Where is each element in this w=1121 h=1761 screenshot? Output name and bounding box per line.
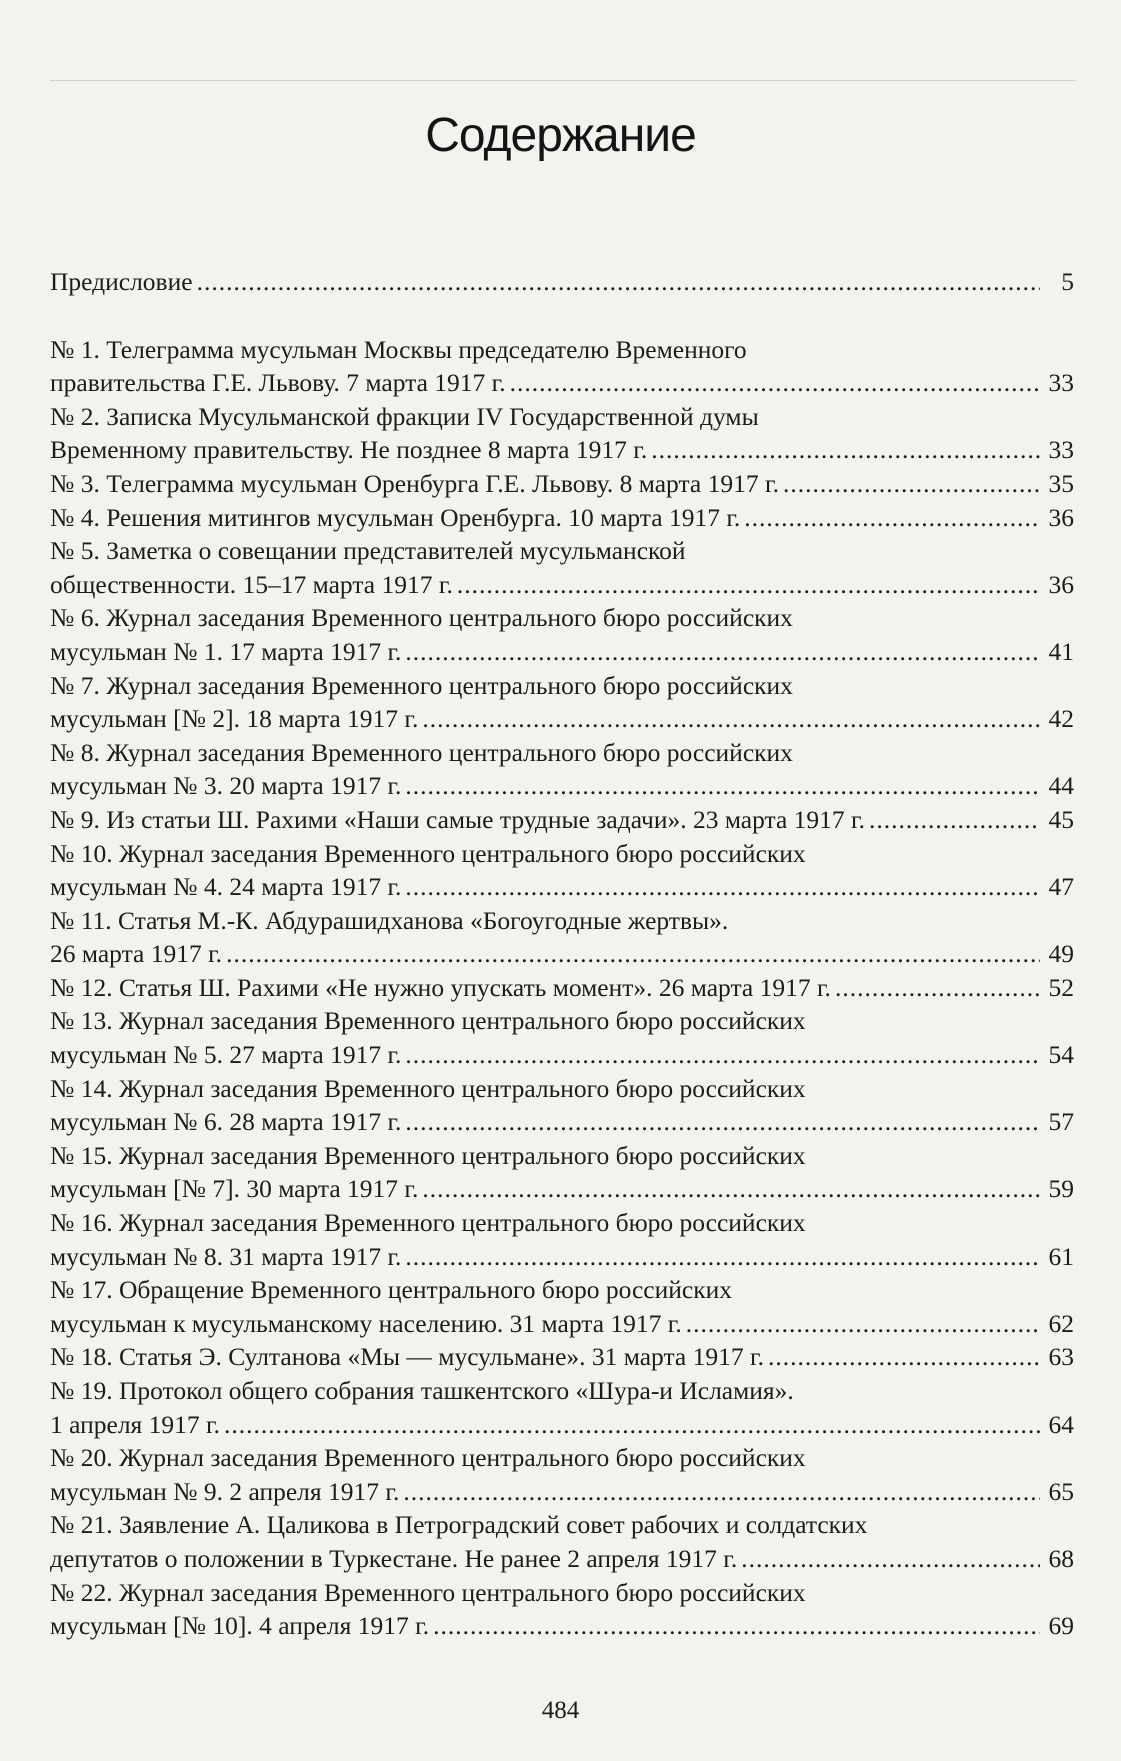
toc-entry-page: 42 bbox=[1048, 704, 1074, 734]
dot-leader bbox=[651, 433, 1040, 467]
toc-entry bbox=[50, 803, 1074, 837]
toc-entry-page: 49 bbox=[1048, 939, 1074, 969]
dot-leader bbox=[405, 769, 1040, 803]
bleed-through-rule bbox=[50, 80, 1076, 81]
toc-entry-text: 1 апреля 1917 г. bbox=[50, 1409, 220, 1439]
dot-leader bbox=[405, 635, 1040, 669]
toc-entry-page: 63 bbox=[1048, 1342, 1074, 1372]
dot-leader bbox=[783, 467, 1040, 501]
toc-entry-page: 61 bbox=[1048, 1241, 1074, 1271]
dot-leader bbox=[457, 568, 1040, 602]
dot-leader bbox=[686, 1307, 1040, 1341]
toc-entry bbox=[50, 534, 1074, 601]
toc-entry-text: правительства Г.Е. Львову. 7 марта 1917 г. bbox=[50, 368, 506, 398]
toc-entry-text: № 9. Из статьи Ш. Рахими «Наши самые трудные задачи». 23 марта 1917 г. bbox=[50, 804, 866, 834]
toc-entry bbox=[50, 904, 1074, 971]
toc-entry-text: мусульман к мусульманскому населению. 31 марта 1917 г. bbox=[50, 1308, 682, 1338]
dot-leader bbox=[744, 501, 1040, 535]
toc-entry bbox=[50, 971, 1074, 1005]
toc-entry-preface bbox=[50, 265, 1074, 299]
toc-entry-title-line: № 17. Обращение Временного центрального бюро российских bbox=[50, 1275, 733, 1305]
dot-leader bbox=[510, 366, 1040, 400]
toc-entry-page: 44 bbox=[1048, 771, 1074, 801]
toc-entry-page: 62 bbox=[1048, 1308, 1074, 1338]
toc-entry bbox=[50, 601, 1074, 668]
toc-entry bbox=[50, 467, 1074, 501]
toc-entry bbox=[50, 333, 1074, 400]
toc-entry-text: мусульман № 8. 31 марта 1917 г. bbox=[50, 1241, 402, 1271]
dot-leader bbox=[422, 702, 1040, 736]
toc-entry-text: мусульман № 6. 28 марта 1917 г. bbox=[50, 1107, 402, 1137]
dot-leader bbox=[403, 1475, 1040, 1509]
toc-entry-text: 26 марта 1917 г. bbox=[50, 939, 223, 969]
dot-leader bbox=[226, 937, 1040, 971]
page-title: Содержание bbox=[425, 109, 696, 162]
toc-entry-page: 54 bbox=[1048, 1040, 1074, 1070]
toc-entry-page: 33 bbox=[1048, 435, 1074, 465]
toc-entry-title-line: № 19. Протокол общего собрания ташкентского «Шура-и Исламия». bbox=[50, 1376, 794, 1405]
toc-entry-title-line: № 5. Заметка о совещании представителей мусульманской bbox=[50, 536, 686, 566]
toc-entry-page: 41 bbox=[1048, 636, 1074, 666]
toc-entry-title-line: № 11. Статья М.-К. Абдурашидханова «Богоугодные жертвы». bbox=[50, 905, 729, 935]
toc-entry-text: мусульман № 3. 20 марта 1917 г. bbox=[50, 771, 402, 801]
toc-entry bbox=[50, 669, 1074, 736]
dot-leader bbox=[405, 870, 1040, 904]
toc-entry-page: 69 bbox=[1048, 1611, 1074, 1641]
dot-leader bbox=[741, 1542, 1040, 1576]
toc-entry-text: № 3. Телеграмма мусульман Оренбурга Г.Е. Львову. 8 марта 1917 г. bbox=[50, 468, 779, 498]
toc-entry-text: мусульман № 5. 27 марта 1917 г. bbox=[50, 1040, 402, 1070]
toc-entry-title-line: № 22. Журнал заседания Временного центрального бюро российских bbox=[50, 1577, 806, 1607]
toc-entry-page: 5 bbox=[1061, 267, 1074, 296]
toc-entry-page: 64 bbox=[1048, 1409, 1074, 1439]
toc-entry bbox=[50, 1139, 1074, 1206]
toc-entry-text: Предисловие bbox=[50, 267, 193, 296]
toc-entry-title-line: № 21. Заявление А. Цаликова в Петроградский совет рабочих и солдатских bbox=[50, 1510, 868, 1540]
toc-entry bbox=[50, 1004, 1074, 1071]
toc-entry-text: мусульман № 1. 17 марта 1917 г. bbox=[50, 636, 402, 666]
toc-entry bbox=[50, 501, 1074, 535]
toc-entry-text: № 12. Статья Ш. Рахими «Не нужно упускать момент». 26 марта 1917 г. bbox=[50, 972, 831, 1002]
toc-entry-page: 33 bbox=[1048, 368, 1074, 398]
toc-entry-page: 52 bbox=[1048, 972, 1074, 1002]
toc-entry bbox=[50, 1340, 1074, 1374]
toc-entry-page: 65 bbox=[1048, 1476, 1074, 1506]
toc-entry-page: 35 bbox=[1048, 468, 1074, 498]
toc-entry bbox=[50, 1206, 1074, 1273]
dot-leader bbox=[869, 803, 1040, 837]
toc-entry-page: 36 bbox=[1048, 502, 1074, 532]
toc-entry-title-line: № 6. Журнал заседания Временного центрального бюро российских bbox=[50, 603, 793, 633]
dot-leader bbox=[405, 1240, 1040, 1274]
toc-entry-title-line: № 1. Телеграмма мусульман Москвы председателю Временного bbox=[50, 334, 747, 364]
dot-leader bbox=[422, 1172, 1040, 1206]
toc-entry-page: 68 bbox=[1048, 1543, 1074, 1573]
toc-entry bbox=[50, 1273, 1074, 1340]
toc-entry bbox=[50, 1508, 1074, 1575]
dot-leader bbox=[768, 1340, 1040, 1374]
toc-entry-text: мусульман № 4. 24 марта 1917 г. bbox=[50, 872, 402, 902]
dot-leader bbox=[197, 265, 1040, 299]
toc-entry-text: мусульман [№ 2]. 18 марта 1917 г. bbox=[50, 704, 419, 734]
toc-entry-title-line: № 13. Журнал заседания Временного центрального бюро российских bbox=[50, 1006, 806, 1036]
toc-entry-title-line: № 14. Журнал заседания Временного центрального бюро российских bbox=[50, 1073, 806, 1103]
toc-entry-title-line: № 10. Журнал заседания Временного центрального бюро российских bbox=[50, 838, 806, 868]
toc-entry-title-line: № 7. Журнал заседания Временного центрального бюро российских bbox=[50, 670, 793, 700]
toc-entry bbox=[50, 1441, 1074, 1508]
toc-entry-title-line: № 15. Журнал заседания Временного центрального бюро российских bbox=[50, 1140, 806, 1170]
toc-entry-page: 57 bbox=[1048, 1107, 1074, 1137]
toc-entry-text: мусульман [№ 10]. 4 апреля 1917 г. bbox=[50, 1611, 430, 1641]
toc-entry-page: 47 bbox=[1048, 872, 1074, 902]
toc-entry-text: депутатов о положении в Туркестане. Не ранее 2 апреля 1917 г. bbox=[50, 1543, 738, 1573]
toc-entry bbox=[50, 1576, 1074, 1643]
toc-entry bbox=[50, 736, 1074, 803]
toc-entry-title-line: № 20. Журнал заседания Временного центрального бюро российских bbox=[50, 1443, 806, 1473]
toc-entry-text: общественности. 15–17 марта 1917 г. bbox=[50, 569, 453, 599]
toc-entry-text: мусульман [№ 7]. 30 марта 1917 г. bbox=[50, 1174, 419, 1204]
dot-leader bbox=[835, 971, 1040, 1005]
dot-leader bbox=[405, 1105, 1040, 1139]
page-number: 484 bbox=[541, 1697, 580, 1724]
dot-leader bbox=[405, 1038, 1040, 1072]
dot-leader bbox=[224, 1408, 1040, 1442]
toc-entry-text: № 18. Статья Э. Султанова «Мы — мусульмане». 31 марта 1917 г. bbox=[50, 1342, 764, 1372]
toc-entry-text: Временному правительству. Не позднее 8 марта 1917 г. bbox=[50, 435, 648, 465]
toc-entry bbox=[50, 837, 1074, 904]
toc-entry-text: № 4. Решения митингов мусульман Оренбурга. 10 марта 1917 г. bbox=[50, 502, 741, 532]
toc-entry-page: 45 bbox=[1048, 804, 1074, 834]
dot-leader bbox=[433, 1609, 1040, 1643]
toc-entry-text: мусульман № 9. 2 апреля 1917 г. bbox=[50, 1476, 400, 1506]
toc-entry-title-line: № 8. Журнал заседания Временного центрального бюро российских bbox=[50, 737, 793, 767]
toc-entry bbox=[50, 400, 1074, 467]
toc-entry-page: 36 bbox=[1048, 569, 1074, 599]
toc-entry bbox=[50, 1374, 1074, 1441]
toc-entry-page: 59 bbox=[1048, 1174, 1074, 1204]
toc-entry-title-line: № 16. Журнал заседания Временного центрального бюро российских bbox=[50, 1208, 806, 1238]
toc-entry bbox=[50, 1072, 1074, 1139]
toc-entry-title-line: № 2. Записка Мусульманской фракции IV Государственной думы bbox=[50, 401, 759, 431]
table-of-contents bbox=[50, 265, 1074, 1643]
